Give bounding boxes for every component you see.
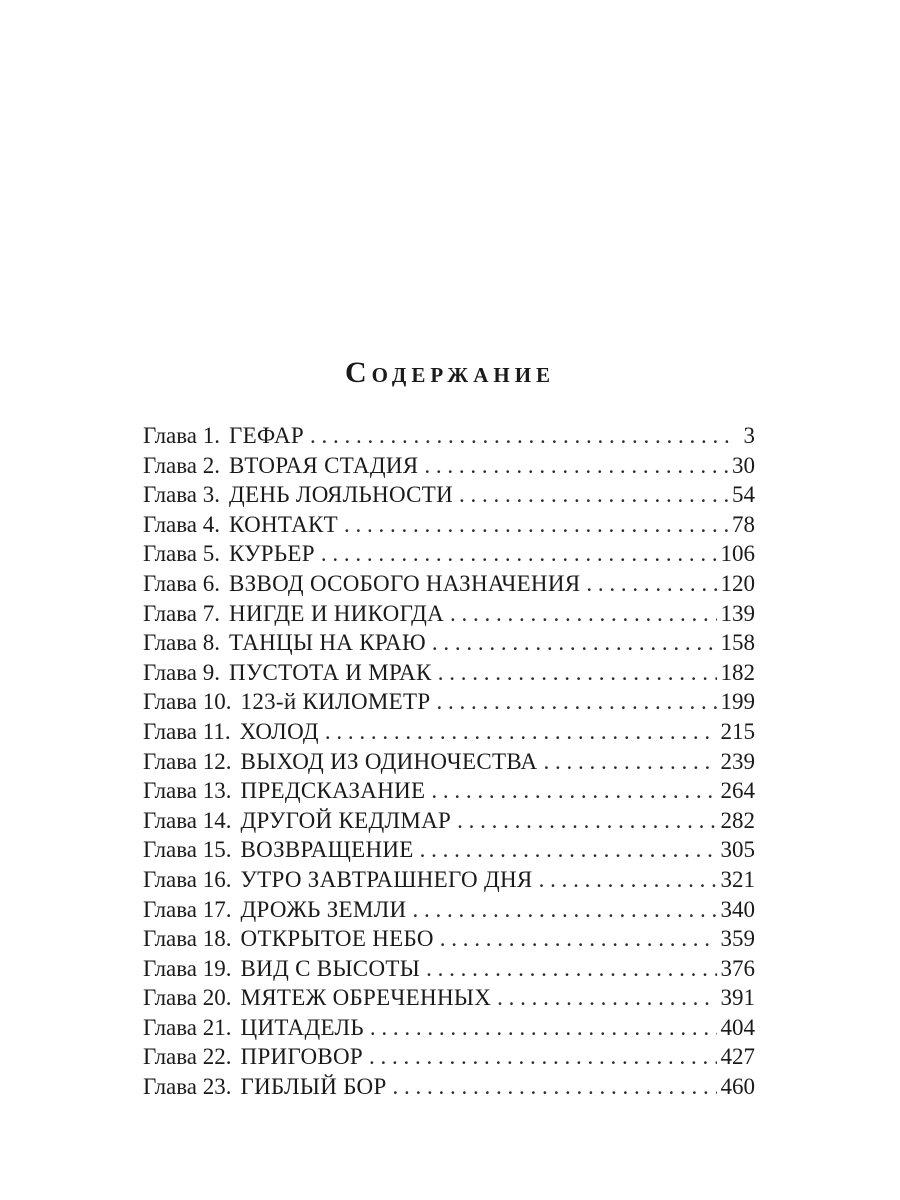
dot-leader: [426, 954, 716, 984]
dot-leader: [457, 806, 716, 836]
dot-leader: [438, 658, 717, 688]
chapter-title: МЯТЕЖ ОБРЕЧЕННЫХ: [240, 985, 492, 1011]
page-number: 54: [732, 482, 755, 508]
chapter-number: Глава 10.: [143, 689, 232, 715]
dot-leader: [321, 539, 717, 569]
page-number: 3: [743, 423, 755, 448]
toc-entry: [143, 806, 755, 836]
page-number: 158: [720, 630, 755, 656]
chapter-number: Глава 17.: [143, 896, 232, 922]
dot-leader: [310, 421, 733, 451]
dot-leader: [432, 628, 717, 658]
dot-leader: [393, 1072, 717, 1102]
chapter-title: ТАНЦЫ НА КРАЮ: [229, 630, 426, 656]
chapter-title: ДЕНЬ ЛОЯЛЬНОСТИ: [229, 482, 454, 508]
toc-entry: [143, 776, 755, 806]
chapter-title: ПРИГОВОР: [240, 1044, 364, 1070]
chapter-number: Глава 3.: [143, 482, 221, 508]
chapter-title: ДРУГОЙ КЕДЛМАР: [240, 807, 452, 833]
page-number: 340: [720, 896, 755, 922]
dot-leader: [450, 599, 716, 629]
chapter-title: ВТОРАЯ СТАДИЯ: [229, 452, 419, 478]
chapter-title: ВОЗВРАЩЕНИЕ: [240, 837, 414, 863]
dot-leader: [370, 1013, 717, 1043]
page-number: 391: [720, 985, 755, 1011]
toc-entry: [143, 510, 755, 540]
dot-leader: [344, 510, 728, 540]
chapter-title: ОТКРЫТОЕ НЕБО: [240, 926, 434, 952]
dot-leader: [436, 687, 716, 717]
page-number: 182: [720, 659, 755, 685]
dot-leader: [424, 451, 728, 481]
toc-entry: [143, 451, 755, 481]
chapter-number: Глава 14.: [143, 807, 232, 833]
chapter-title: ВЫХОД ИЗ ОДИНОЧЕСТВА: [240, 748, 538, 774]
toc-entry: [143, 747, 755, 777]
dot-leader: [431, 776, 716, 806]
toc-entry: [143, 954, 755, 984]
page-number: 239: [720, 748, 755, 774]
chapter-number: Глава 11.: [143, 718, 231, 744]
chapter-title: ГЕФАР: [229, 423, 305, 448]
toc-entry: [143, 983, 755, 1013]
toc-entry: [143, 480, 755, 510]
toc-list: [143, 421, 755, 1102]
chapter-title: КОНТАКТ: [229, 511, 339, 537]
chapter-title: ПРЕДСКАЗАНИЕ: [240, 778, 426, 804]
page-number: 305: [720, 837, 755, 863]
page-number: 404: [720, 1014, 755, 1040]
page-number: 264: [720, 778, 755, 804]
chapter-number: Глава 7.: [143, 600, 221, 626]
chapter-title: ХОЛОД: [239, 718, 319, 744]
chapter-number: Глава 16.: [143, 866, 232, 892]
toc-entry: [143, 658, 755, 688]
chapter-number: Глава 1.: [143, 423, 221, 448]
chapter-number: Глава 8.: [143, 630, 221, 656]
dot-leader: [325, 717, 717, 747]
chapter-number: Глава 22.: [143, 1044, 232, 1070]
chapter-number: Глава 5.: [143, 541, 221, 567]
dot-leader: [586, 569, 716, 599]
toc-entry: [143, 1013, 755, 1043]
chapter-number: Глава 21.: [143, 1014, 232, 1040]
toc-entry: [143, 421, 755, 451]
toc-entry: [143, 569, 755, 599]
chapter-title: ПУСТОТА И МРАК: [229, 659, 432, 685]
chapter-number: Глава 4.: [143, 511, 221, 537]
toc-entry: [143, 599, 755, 629]
dot-leader: [497, 983, 716, 1013]
chapter-title: КУРЬЕР: [229, 541, 315, 567]
page-number: 427: [720, 1044, 755, 1070]
toc-entry: [143, 539, 755, 569]
chapter-title: ВЗВОД ОСОБОГО НАЗНАЧЕНИЯ: [229, 570, 581, 596]
chapter-title: ГИБЛЫЙ БОР: [240, 1074, 387, 1100]
chapter-number: Глава 2.: [143, 452, 221, 478]
chapter-number: Глава 20.: [143, 985, 232, 1011]
chapter-title: ЦИТАДЕЛЬ: [240, 1014, 364, 1040]
page-number: 78: [732, 511, 755, 537]
chapter-title: НИГДЕ И НИКОГДА: [229, 600, 445, 626]
page-number: 106: [720, 541, 755, 567]
chapter-number: Глава 19.: [143, 955, 232, 981]
chapter-number: Глава 6.: [143, 570, 221, 596]
toc-entry: [143, 924, 755, 954]
chapter-title: ДРОЖЬ ЗЕМЛИ: [240, 896, 407, 922]
chapter-title: УТРО ЗАВТРАШНЕГО ДНЯ: [240, 866, 533, 892]
dot-leader: [420, 835, 717, 865]
toc-entry: [143, 895, 755, 925]
page-number: 376: [720, 955, 755, 981]
toc-entry: [143, 835, 755, 865]
page-number: 120: [720, 570, 755, 596]
chapter-number: Глава 18.: [143, 926, 232, 952]
chapter-number: Глава 12.: [143, 748, 232, 774]
chapter-number: Глава 23.: [143, 1074, 232, 1100]
page-number: 199: [720, 689, 755, 715]
chapter-title: 123-й КИЛОМЕТР: [240, 689, 431, 715]
page-number: 215: [720, 718, 755, 744]
chapter-number: Глава 13.: [143, 778, 232, 804]
toc-entry: [143, 1072, 755, 1102]
dot-leader: [369, 1042, 716, 1072]
page-number: 139: [720, 600, 755, 626]
dot-leader: [412, 895, 716, 925]
chapter-number: Глава 15.: [143, 837, 232, 863]
page-number: 359: [720, 926, 755, 952]
toc-entry: [143, 717, 755, 747]
dot-leader: [459, 480, 728, 510]
page-number: 460: [720, 1074, 755, 1100]
page-number: 321: [720, 866, 755, 892]
chapter-number: Глава 9.: [143, 659, 221, 685]
page-number: 282: [720, 807, 755, 833]
toc-entry: [143, 687, 755, 717]
dot-leader: [543, 747, 716, 777]
chapter-title: ВИД С ВЫСОТЫ: [240, 955, 421, 981]
page-number: 30: [732, 452, 755, 478]
toc-entry: [143, 865, 755, 895]
page-title: Содержание: [344, 356, 556, 389]
dot-leader: [440, 924, 717, 954]
toc-entry: [143, 1042, 755, 1072]
dot-leader: [539, 865, 717, 895]
toc-entry: [143, 628, 755, 658]
